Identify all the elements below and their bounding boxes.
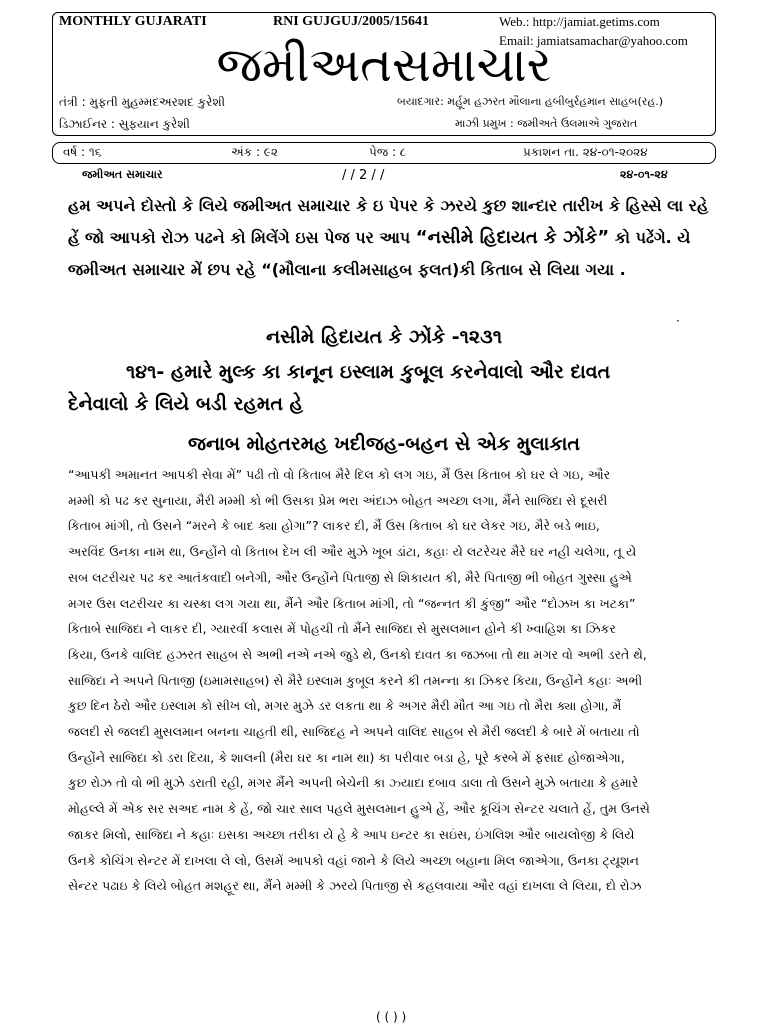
body-line: જલદી સે જલદી મુસલમાન બનના ચાહતી થી, સાજિદહ ને અપને વાલિદ સાહબ સે મૈરી જલદી કે બારે મેં બતાયા તો (68, 724, 640, 740)
newspaper-title: જમીઅતસમાચાર (216, 37, 552, 93)
body-line: અરવિંદ ઉનકા નામ થા, ઉન્હોંને વો કિતાબ દેખ લી ઔર મુઝે ખૂબ ડાંટા, કહાઃ યે લટરેચર મૈરે ઘર નહી ચલેગા, તૂ યે (68, 544, 637, 560)
story-title: નસીમે હિદાયત કે ઝોંકે -૧૨૩૧ (265, 326, 503, 348)
body-line: મોહલ્લે મેં એક સર સઅદ નામ કે હેં, જો ચાર સાલ પહલે મુસલમાન હુએ હેં, ઔર કૂચિંગ સેન્ટર ચલાતે હેં, તુમ ઉનસે (68, 801, 650, 817)
body-line: સબ લટરીચર પઢ કર આતંકવાદી બનેગી, ઔર ઉન્હોંને પિતાજી સે શિકાયત કી, મૈરે પિતાજી ભી બોહત ગુસ્સા હુએ (68, 569, 632, 585)
body-line: સેન્ટર પઢાઇ કે લિયે બોહત મશહૂર થા, મૈંને મમ્મી કે ઝરયે પિતાજી સે કહલવાયા ઔર વહાં દાખલા લે લિયા, દો રોઝ (68, 878, 642, 894)
story-heading (68, 356, 718, 420)
strip-date: ૨૪-૦૧-૨૪ (620, 168, 668, 181)
issue-year: વર્ષ : ૧૬ (63, 145, 102, 159)
story-heading-line-2: દેનેવાલો કે લિયે બડી રહમત હે (68, 393, 304, 415)
issue-info-bar (52, 142, 716, 164)
body-line: “આપકી અમાનત આપકી સેવા મેં” પઢી તો વો કિતાબ મૈરે દિલ કો લગ ગઇ, મૈં ઉસ કિતાબ કો ઘર લે ગઇ, ઔર (68, 467, 611, 482)
publication-label: MONTHLY GUJARATI (59, 14, 207, 29)
masthead (52, 12, 716, 136)
body-line: કુછ રોઝ તો વો ભી મુઝે ડરાતી રહી, મગર મૈંને અપની બેચેની કા ઝ્યાદા દબાવ ડાલા તો ઉસને મુઝે બતાયા કે હમારે (68, 775, 639, 791)
intro-quote: “નસીમે હિદાયત કે ઝોંકે” (415, 227, 610, 248)
publish-date: પ્રકાશન તા. ૨૪-૦૧-૨૦૨૪ (523, 145, 648, 159)
page-number: પેજ : ૮ (369, 145, 407, 159)
body-line: કિતાબ માંગી, તો ઉસને “મરને કે બાદ ક્યા હોગા”? લાકર દી, મૈં ઉસ કિતાબ કો ઘર લેકર ગઇ, મૈરે બડે ભાઇ, (68, 518, 600, 534)
intro-paragraph (68, 190, 718, 286)
body-line: જાકર મિલો, સાજિદા ને કહાઃ ઇસકા અચ્છા તરીકા યે હે કે આપ ઇન્ટર કા સઇંસ, ઇંગલિશ ઔર બાયલોજી કે લિયે (68, 826, 635, 842)
section-label: જમીઅત સમાચાર (82, 168, 163, 181)
page-footer-marker: ( ( ) ) (376, 1010, 407, 1024)
body-line: કિતાબે સાજિદા ને લાકર દી, ગ્યારવીં કલાસ મેં પોહચી તો મૈંને સાજિદા સે મુસલમાન હોને કી ખ્વાહિશ કા ઝિકર (68, 621, 616, 637)
intro-part2: કો પઢેંગે. યે જમીઅત સમાચાર મેં છપ રહે “(મૌલાના કલીમસાહબ ફલત)કી કિતાબ સે લિયા ગયા . (68, 228, 691, 279)
body-line: કિયા, ઉનકે વાલિદ હઝરત સાહબ સે અભી નએ નએ જુડે થે, ઉનકો દાવત કા જઝબા તો થા મગર વો અભી ડરતે થે, (68, 646, 647, 662)
body-line: સાજિદા ને અપને પિતાજી (ઇમામસાહબ) સે મૈરે ઇસ્લામ કુબૂલ કરને કી તમન્ના કા ઝિકર કિયા, ઉન્હોંને કહાઃ અભી (68, 672, 643, 688)
designer-credit: ડિઝાઈનર : સુફયાન કુરેશી (59, 117, 190, 131)
website-link[interactable]: Web.: http://jamiat.getims.com (499, 14, 660, 29)
body-line: ઉનકે કોચિંગ સેન્ટર મેં દાખલા લે લો, ઉસમેં આપકો વહાં જાને કે લિયે અચ્છા બહાના મિલ જાએગા, ઉનકા ટ્યૂશન (68, 852, 639, 868)
body-line: ઉન્હોંને સાજિદા કો ડરા દિયા, કે શાલની (મૈરા ઘર કા નામ થા) કા પરીવાર બડા હે, પૂરે કસ્બે મેં ફસાદ હોજાએગા, (68, 749, 625, 765)
story-body (68, 462, 718, 899)
page-marker: / / 2 / / (342, 168, 385, 183)
intro-part1: હમ અપને દોસ્તો કે લિયે જમીઅત સમાચાર કે ઇ પેપર કે ઝરયે કુછ શાન્દાર તારીખ કે હિસ્સે લા રહે હેં જો આપકો રોઝ પઢને કો મિલેંગે ઇસ પેજ પર આપ (68, 196, 709, 247)
body-line: મમ્મી કો પઢ કર સુનાયા, મૈરી મમ્મી કો ભી ઉસકા પ્રેમ ભરા અંદાઝ બોહત અચ્છા લગા, મૈંને સાજિદા સે દૂસરી (68, 492, 608, 508)
body-line: કુછ દિન ઠેરો ઔર ઇસ્લામ કો સીખ લો, મગર મુઝે ડર લકતા થા કે અગર મૈરી મૌત આ ગઇ તો મૈરા ક્યા હોગા, મૈં (68, 698, 622, 714)
body-line: મગર ઉસ લટરીચર કા ચસ્કા લગ ગયા થા, મૈંને ઔર કિતાબ માંગી, તો “જન્નત કી કુંજી” ઔર “દોઝખ કા ખટકા” (68, 595, 636, 611)
former-head-credit: માઝી પ્રમુખ : જમીઅતે ઉલમાએ ગુજરાત (455, 117, 638, 130)
email-link[interactable]: Email: jamiatsamachar@yahoo.com (499, 33, 688, 48)
story-subtitle: જનાબ મોહતરમહ ખદીજહ-બહન સે એક મુલાકાત (187, 433, 581, 455)
issue-number: અંક : ૯૨ (231, 145, 278, 159)
rni-number: RNI GUJGUJ/2005/15641 (273, 14, 429, 29)
founder-credit: બયાદગાર: મર્હૂમ હઝરત મૌલાના હબીબુર્રહમાન સાહબ(રહ.) (397, 95, 664, 108)
stray-dot: · (676, 314, 680, 328)
editor-credit: તંત્રી : મુફતી મુહમ્મદઅરશદ કુરેશી (59, 95, 226, 109)
story-heading-line-1: ૧૪૧- હમારે મુલ્ક કા કાનૂન ઇસ્લામ કુબૂલ કરનેવાલો ઔર દાવત (126, 361, 611, 383)
